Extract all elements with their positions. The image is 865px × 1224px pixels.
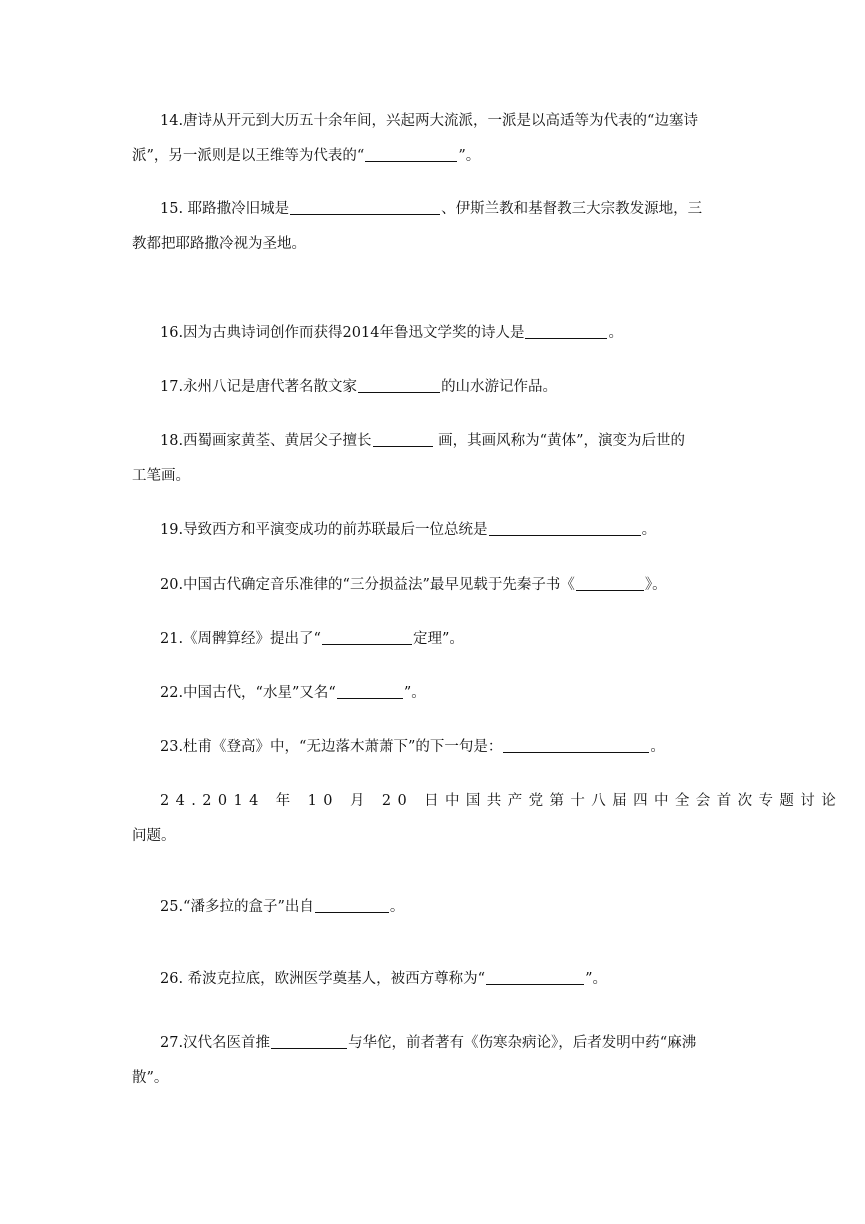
answer-blank-21[interactable] xyxy=(322,626,412,645)
question-14 xyxy=(132,104,735,174)
question-15-line2: 教都把耶路撒冷视为圣地。 xyxy=(132,236,306,252)
answer-blank-25[interactable] xyxy=(315,894,389,913)
answer-blank-26[interactable] xyxy=(486,966,584,985)
question-17: 17.永州八记是唐代著名散文家 的山水游记作品。 xyxy=(160,370,735,405)
question-18: 18.西蜀画家黄荃、黄居父子擅长 画，其画风称为“黄体”，演变为后世的 工笔画。 xyxy=(160,424,735,494)
question-20: 20.中国古代确定音乐准律的“三分损益法”最早见载于先秦子书《 》。 xyxy=(160,568,735,603)
question-27: 27.汉代名医首推 与华佗，前者著有《伤寒杂病论》，后者发明中药“麻沸 散”。 xyxy=(160,1026,735,1096)
answer-blank-17[interactable] xyxy=(358,374,440,393)
question-22: 22.中国古代，“水星”又名“ ”。 xyxy=(160,676,735,711)
answer-blank-22[interactable] xyxy=(337,680,403,699)
question-24: 24.2014 年 10 月 20 日中国共产党第十八届四中全会首次专题讨论 问题。 xyxy=(160,784,735,854)
answer-blank-14[interactable] xyxy=(365,143,457,162)
question-14-line2: 派”，另一派则是以王维等为代表的“ ”。 xyxy=(132,139,735,174)
answer-blank-20[interactable] xyxy=(576,572,644,591)
question-24-line2: 问题。 xyxy=(132,828,176,844)
answer-blank-19[interactable] xyxy=(489,517,641,536)
question-26: 26. 希波克拉底，欧洲医学奠基人，被西方尊称为“ ”。 xyxy=(160,962,735,997)
question-14-text: 14.唐诗从开元到大历五十余年间，兴起两大流派，一派是以高适等为代表的“边塞诗 xyxy=(160,113,698,129)
question-25: 25.“潘多拉的盒子”出自 。 xyxy=(160,890,735,925)
answer-blank-16[interactable] xyxy=(525,320,607,339)
question-18-line2: 工笔画。 xyxy=(132,468,190,484)
question-27-line2: 散”。 xyxy=(132,1070,169,1086)
question-15: 15. 耶路撒冷旧城是 、伊斯兰教和基督教三大宗教发源地，三 教都把耶路撒冷视为圣地。 xyxy=(160,192,735,262)
question-19: 19.导致西方和平演变成功的前苏联最后一位总统是 。 xyxy=(160,513,735,548)
answer-blank-18[interactable] xyxy=(373,428,433,447)
answer-blank-23[interactable] xyxy=(503,734,649,753)
question-23: 23.杜甫《登高》中，“无边落木萧萧下”的下一句是： 。 xyxy=(160,730,735,765)
question-16: 16.因为古典诗词创作而获得2014年鲁迅文学奖的诗人是 。 xyxy=(160,316,735,351)
question-21: 21.《周髀算经》提出了“ 定理”。 xyxy=(160,622,735,657)
answer-blank-27[interactable] xyxy=(271,1030,347,1049)
answer-blank-15[interactable] xyxy=(290,196,440,215)
